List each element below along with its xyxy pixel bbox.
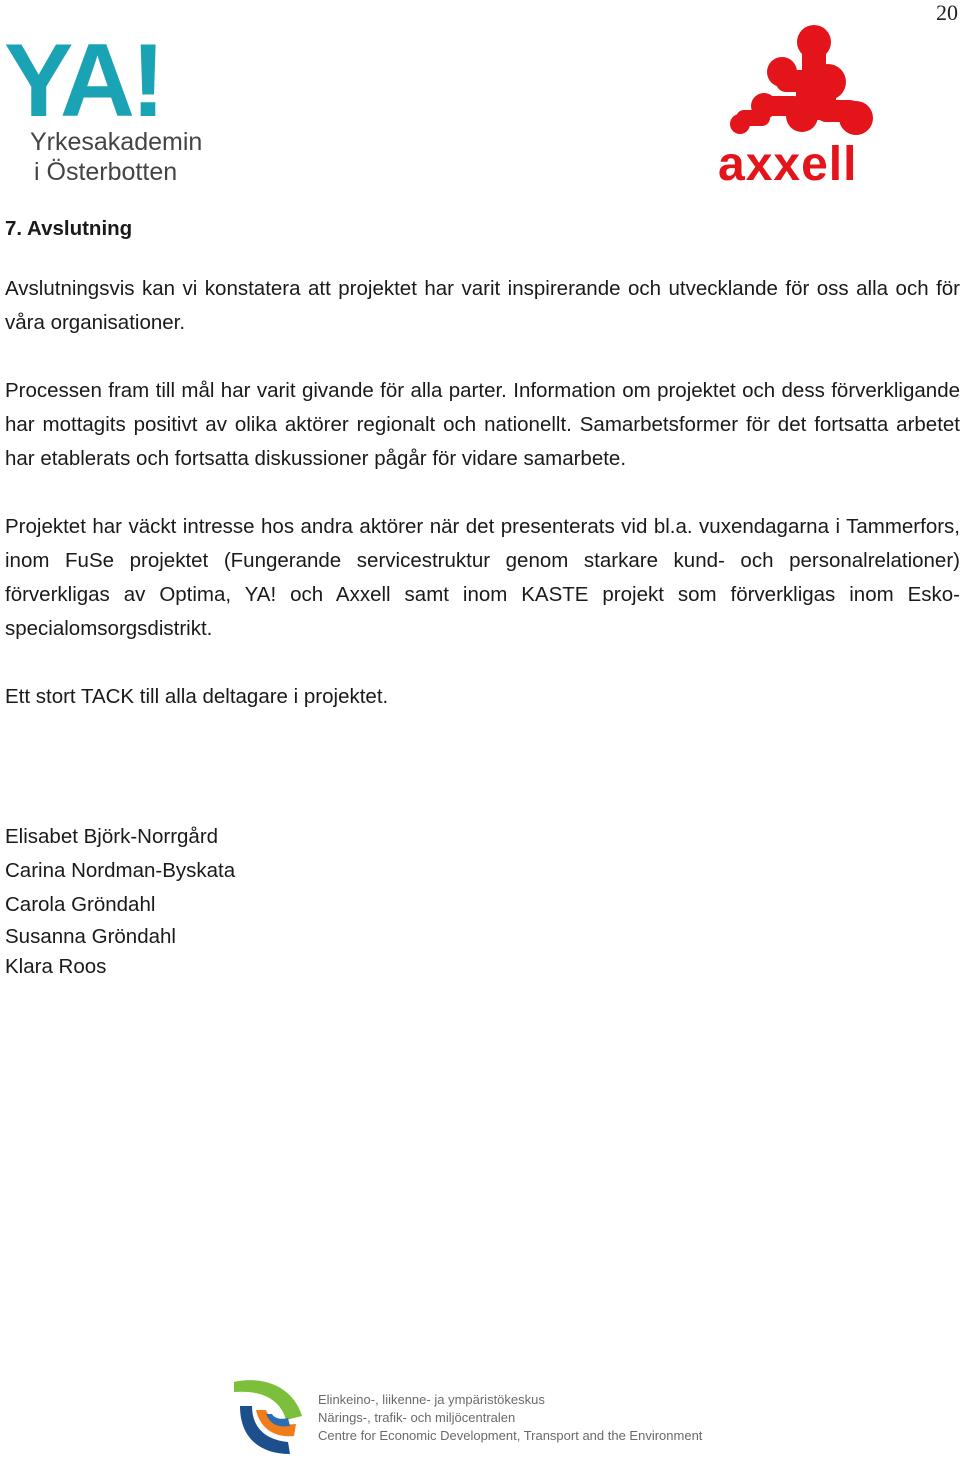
section-heading: 7. Avslutning xyxy=(5,217,133,240)
author-list xyxy=(5,820,235,982)
axxell-wordmark: axxell xyxy=(718,138,858,186)
axxell-logo xyxy=(716,20,912,186)
page-number: 20 xyxy=(936,0,958,25)
author-name: Elisabet Björk-Norrgård xyxy=(5,825,219,848)
author-name: Klara Roos xyxy=(5,955,107,978)
ely-line2: Närings-, trafik- och miljöcentralen xyxy=(318,1410,516,1425)
ya-logo xyxy=(4,30,204,190)
ely-line3: Centre for Economic Development, Transport and the Environment xyxy=(318,1428,703,1443)
ya-logo-mark: YA! xyxy=(4,30,162,139)
paragraph-process: Processen fram till mål har varit givande för alla parter. Information om projektet och dess förverkligande har mottagits positivt av olika aktörer regionalt och nationellt. Samarbetsformer för det fortsatta arbetet har etablerats och fortsatta diskussioner pågår för vidare samarbete. xyxy=(5,379,960,470)
ya-logo-line2: i Österbotten xyxy=(34,158,178,186)
author-name: Susanna Gröndahl xyxy=(5,925,176,948)
author-name: Carola Gröndahl xyxy=(5,893,156,916)
paragraph-intro: Avslutningsvis kan vi konstatera att projektet har varit inspirerande och utvecklande för oss alla och för våra organisationer. xyxy=(5,277,960,334)
paragraph-thanks: Ett stort TACK till alla deltagare i projektet. xyxy=(5,685,389,708)
ely-emblem-icon xyxy=(234,1380,302,1454)
ya-logo-line1: Yrkesakademin xyxy=(30,128,203,156)
ely-logo xyxy=(230,1376,750,1456)
main-content xyxy=(5,212,960,714)
ely-line1: Elinkeino-, liikenne- ja ympäristökeskus xyxy=(318,1392,545,1407)
axxell-molecule-icon xyxy=(730,25,873,135)
paragraph-interest: Projektet har väckt intresse hos andra aktörer när det presenterats vid bl.a. vuxendagarna i Tammerfors, inom FuSe projektet (Fungerande servicestruktur genom starkare kund- och personalrelationer) förverkligas av Optima, YA! och Axxell samt inom KASTE projekt som förverkligas inom Esko-specialomsorgsdistrikt. xyxy=(5,515,960,640)
author-name: Carina Nordman-Byskata xyxy=(5,859,236,882)
